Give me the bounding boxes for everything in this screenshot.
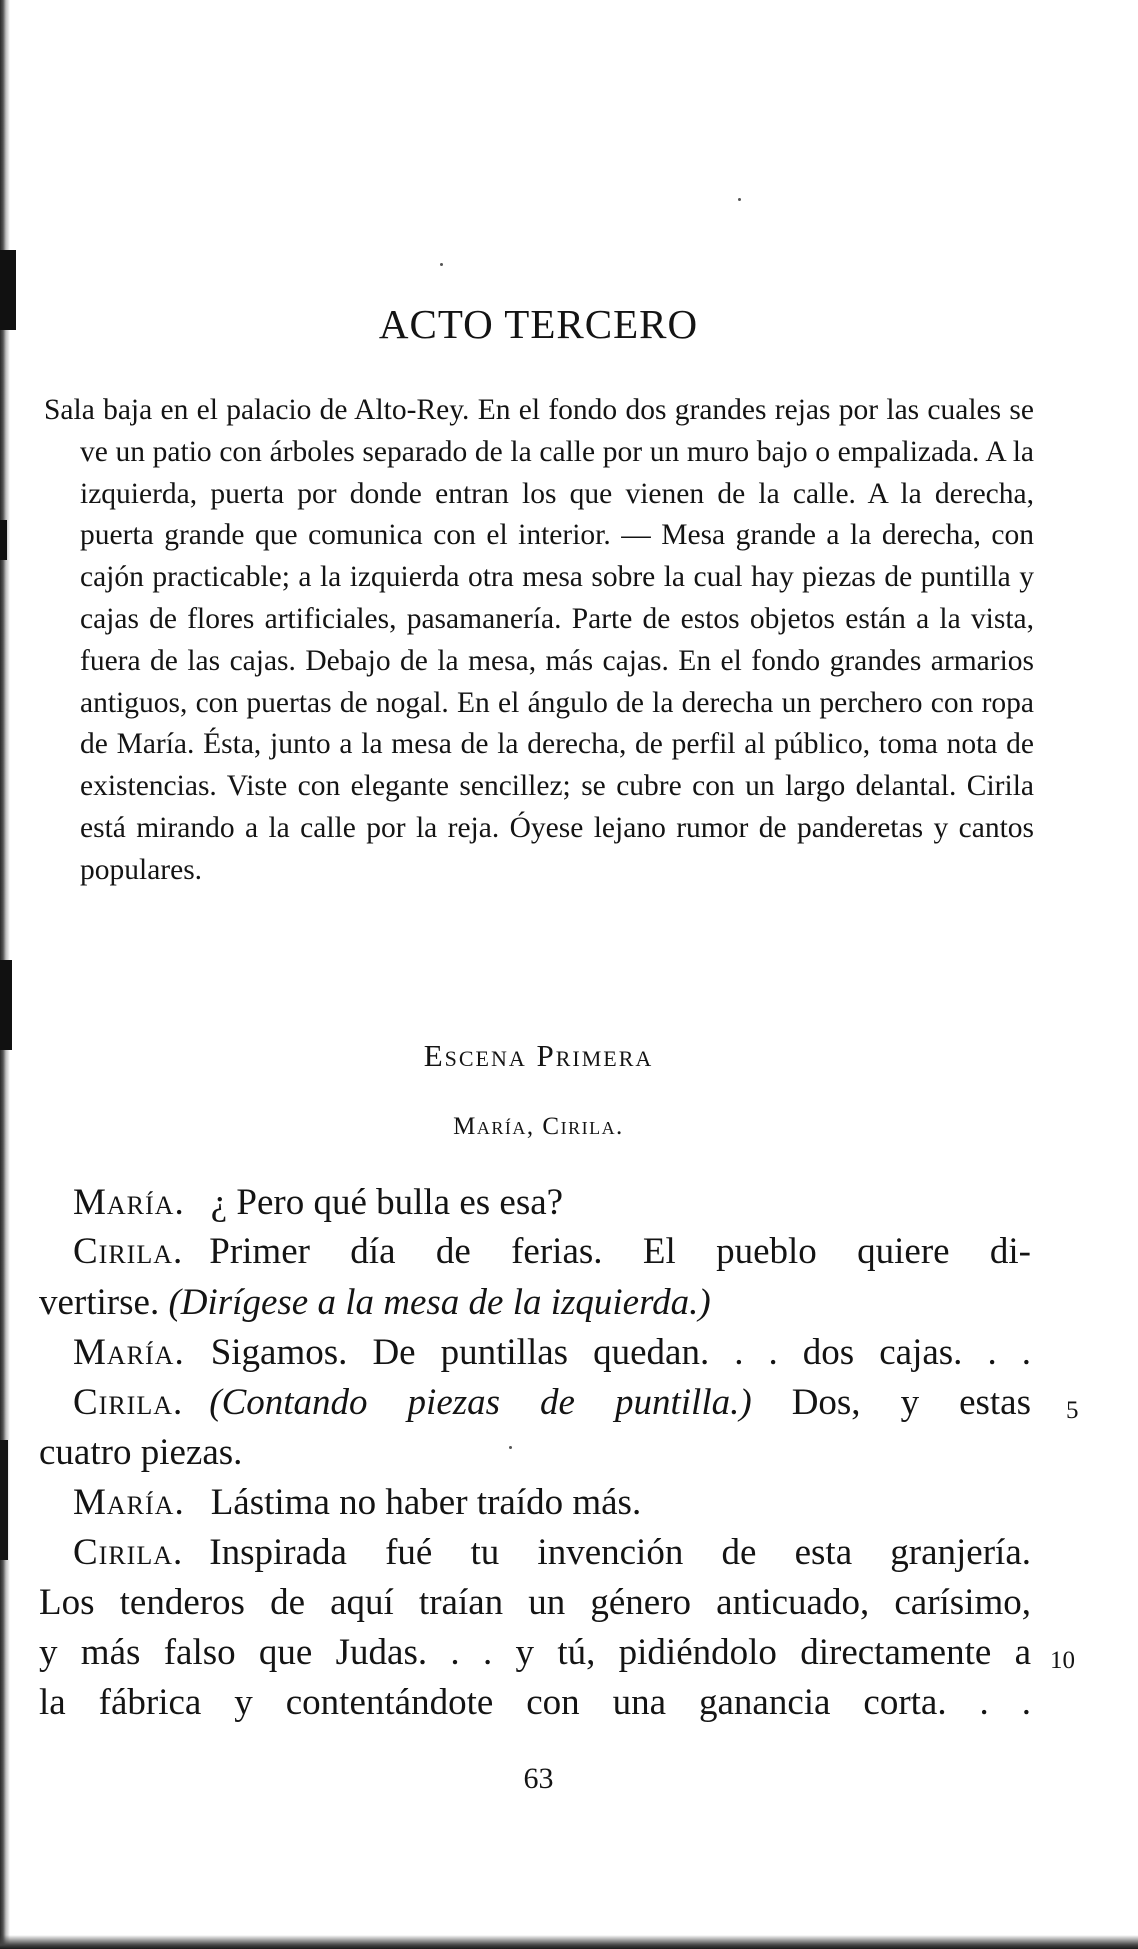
dialogue-line: [39, 1330, 1031, 1376]
speaker: María.: [73, 1482, 185, 1523]
stage-direction: [44, 390, 1034, 892]
speck: [440, 263, 443, 266]
speck: [738, 198, 741, 201]
dialogue-line: [39, 1680, 1031, 1726]
speaker: Cirila.: [73, 1231, 184, 1272]
line-number: 5: [1066, 1397, 1079, 1424]
act-title: ACTO TERCERO: [378, 301, 699, 347]
speaker: María.: [73, 1332, 185, 1373]
dialogue-line: [39, 1580, 1031, 1626]
dialogue-line: [39, 1530, 1031, 1576]
speech: ¿ Pero qué bulla es esa?: [210, 1182, 564, 1223]
speech: Primer día de ferias. El pueblo quiere di-: [209, 1231, 1031, 1272]
dialogue-line: [39, 1229, 1031, 1275]
dialogue-line: [39, 1380, 1031, 1426]
scene-title: Escena Primera: [423, 1038, 654, 1073]
speaker: Cirila.: [73, 1382, 184, 1423]
scan-mark: [0, 1440, 8, 1560]
speech: Inspirada fué tu invención de esta granjería.: [209, 1532, 1031, 1573]
line-number: 10: [1050, 1647, 1075, 1674]
speech: y más falso que Judas. . . y tú, pidiéndolo directamente a: [39, 1632, 1031, 1673]
stage-aside: (Contando piezas de puntilla.): [209, 1382, 752, 1423]
speech: cuatro piezas.: [39, 1432, 243, 1473]
stage-direction-text: Sala baja en el palacio de Alto-Rey. En el fondo dos grandes rejas por las cuales se ve un patio con árboles separado de la calle por un muro bajo o empalizada. A la izquierda, puerta por donde entran los que vienen de la calle. A la derecha, puerta grande que comunica con el interior. — Mesa grande a la derecha, con cajón practicable; a la izquierda otra mesa sobre la cual hay piezas de puntilla y cajas de flores artificiales, pasamanería. Parte de estos objetos están a la vista, fuera de las cajas. Debajo de la mesa, más cajas. En el fondo grandes armarios antiguos, con puertas de nogal. En el ángulo de la derecha un perchero con ropa de María. Ésta, junto a la mesa de la derecha, de perfil al público, toma nota de existencias. Viste con elegante sencillez; se cubre con un largo delantal. Cirila está mirando a la calle por la reja. Óyese lejano rumor de panderetas y cantos populares.: [44, 394, 1034, 886]
scan-mark: [0, 520, 7, 560]
dialogue-line: [39, 1430, 1031, 1476]
dialogue-line: [39, 1180, 1031, 1226]
speaker: María.: [73, 1182, 185, 1223]
speech: Los tenderos de aquí traían un género anticuado, carísimo,: [39, 1582, 1031, 1623]
speech: Dos, y estas: [791, 1382, 1031, 1423]
dialogue-line: [39, 1280, 1031, 1326]
speech: vertirse.: [39, 1282, 160, 1323]
dialogue-line: [39, 1630, 1031, 1676]
speech: la fábrica y contentándote con una ganancia corta. . .: [39, 1682, 1031, 1723]
stage-aside: (Dirígese a la mesa de la izquierda.): [168, 1282, 711, 1323]
speech: Lástima no haber traído más.: [210, 1482, 642, 1523]
page-number: 63: [523, 1762, 554, 1795]
scene-characters: María, Cirila.: [453, 1113, 624, 1140]
page-bottom-shadow: [0, 1935, 1138, 1949]
dialogue-line: [39, 1480, 1031, 1526]
speaker: Cirila.: [73, 1532, 184, 1573]
scan-mark: [0, 960, 12, 1050]
speech: Sigamos. De puntillas quedan. . . dos cajas. . .: [210, 1332, 1031, 1373]
